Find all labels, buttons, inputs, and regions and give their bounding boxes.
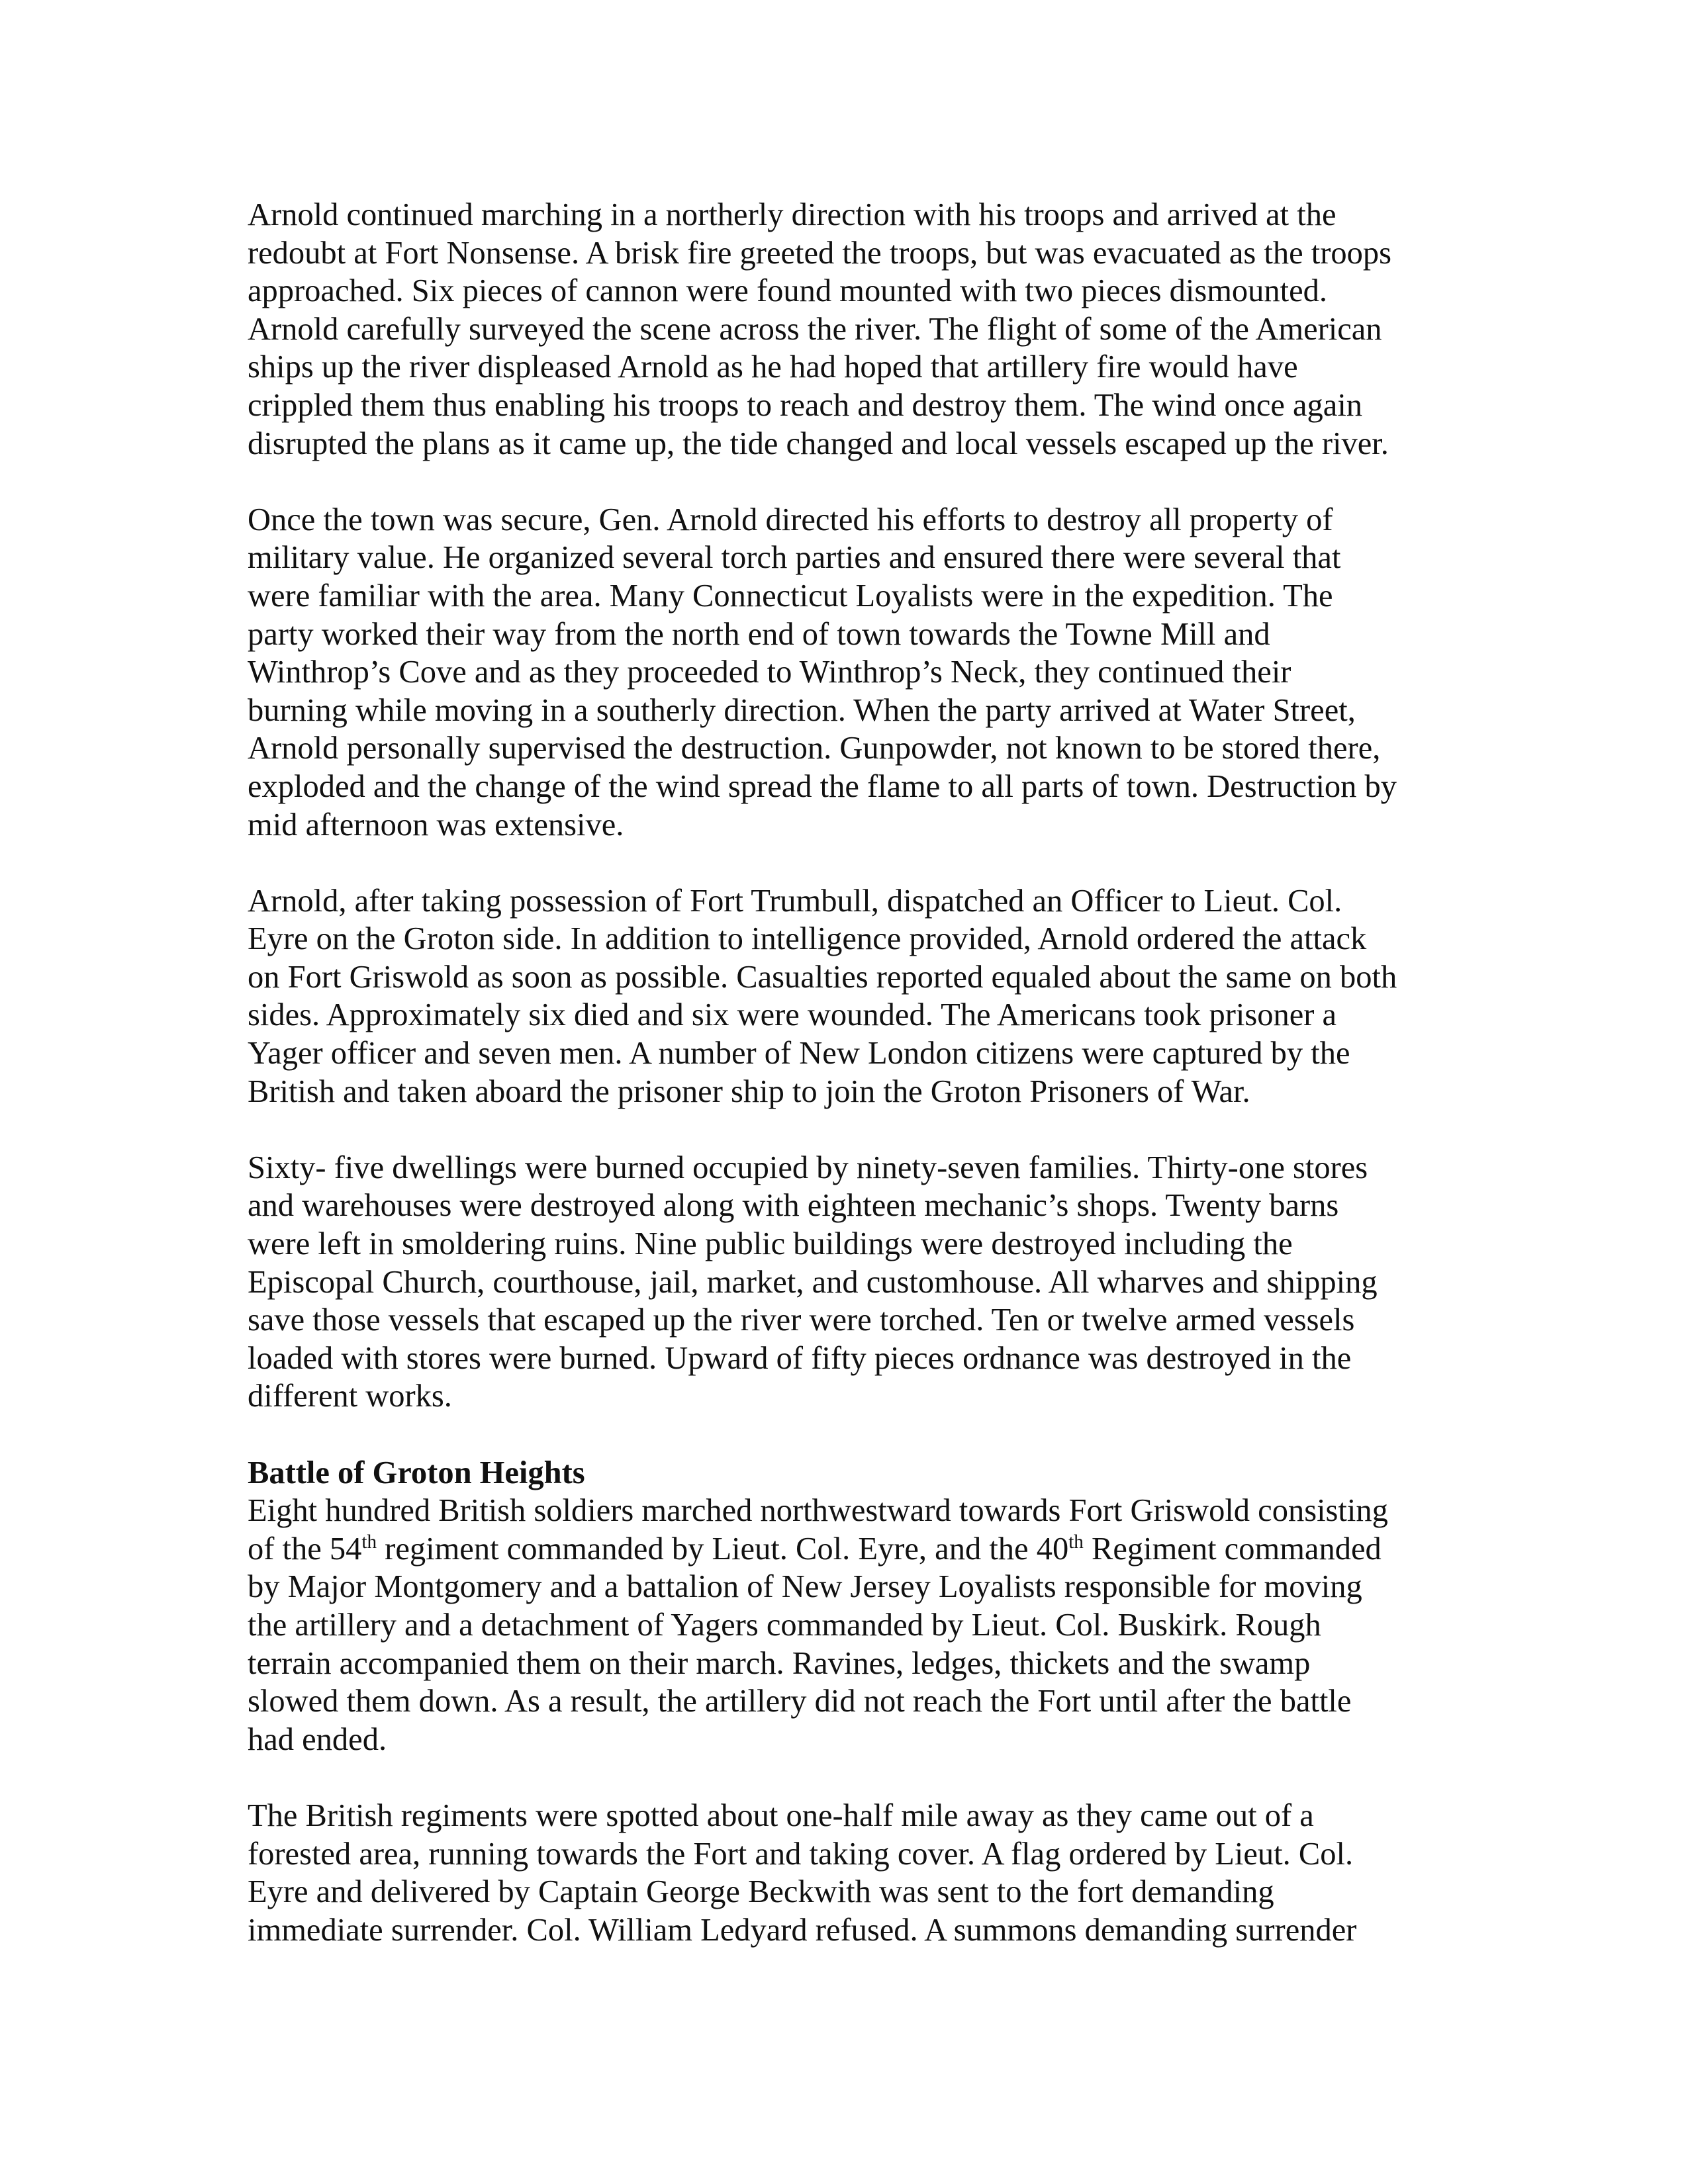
text-line-with-superscripts [248, 1530, 1446, 1569]
text-line: forested area, running towards the Fort and taking cover. A flag ordered by Lieut. Col. [248, 1836, 1354, 1872]
text-line: British and taken aboard the prisoner ship to join the Groton Prisoners of War. [248, 1073, 1250, 1109]
text-fragment: Regiment commanded [1083, 1531, 1382, 1567]
text-line: exploded and the change of the wind spread the flame to all parts of town. Destruction by [248, 768, 1397, 804]
text-line: The British regiments were spotted about one-half mile away as they came out of a [248, 1797, 1314, 1833]
paragraph-destruction-tally [248, 1149, 1446, 1416]
text-line: different works. [248, 1379, 452, 1414]
text-line: were left in smoldering ruins. Nine public buildings were destroyed including the [248, 1226, 1293, 1262]
text-line: Eyre on the Groton side. In addition to intelligence provided, Arnold ordered the attack [248, 921, 1367, 957]
text-line: Eyre and delivered by Captain George Beckwith was sent to the fort demanding [248, 1874, 1274, 1910]
text-line: were familiar with the area. Many Connecticut Loyalists were in the expedition. The [248, 578, 1333, 614]
text-line: by Major Montgomery and a battalion of New Jersey Loyalists responsible for moving [248, 1569, 1362, 1605]
ordinal-superscript: th [361, 1531, 377, 1553]
paragraph-fort-nonsense [248, 196, 1446, 463]
paragraph-town-burning [248, 501, 1446, 844]
text-line: ships up the river displeased Arnold as he had hoped that artillery fire would have [248, 349, 1298, 385]
section-heading: Battle of Groton Heights [248, 1455, 585, 1490]
text-line: Sixty- five dwellings were burned occupied by ninety-seven families. Thirty-one stores [248, 1150, 1368, 1185]
text-line: Arnold personally supervised the destruction. Gunpowder, not known to be stored there, [248, 731, 1381, 766]
text-line: disrupted the plans as it came up, the tide changed and local vessels escaped up the river. [248, 426, 1389, 461]
text-line: on Fort Griswold as soon as possible. Casualties reported equaled about the same on both [248, 959, 1397, 995]
section-battle-of-groton-heights [248, 1454, 1446, 1759]
text-fragment: regiment commanded by Lieut. Col. Eyre, and the 40 [377, 1531, 1069, 1567]
text-line: Eight hundred British soldiers marched northwestward towards Fort Griswold consisting [248, 1493, 1388, 1529]
text-line: terrain accompanied them on their march. Ravines, ledges, thickets and the swamp [248, 1645, 1311, 1681]
text-line: slowed them down. As a result, the artillery did not reach the Fort until after the battle [248, 1684, 1352, 1719]
text-line: Yager officer and seven men. A number of New London citizens were captured by the [248, 1036, 1350, 1071]
text-line: Arnold continued marching in a northerly direction with his troops and arrived at the [248, 197, 1336, 232]
text-line: Once the town was secure, Gen. Arnold directed his efforts to destroy all property of [248, 502, 1333, 537]
text-line: immediate surrender. Col. William Ledyard refused. A summons demanding surrender [248, 1912, 1357, 1948]
text-line: had ended. [248, 1721, 387, 1757]
text-fragment: of the 54 [248, 1531, 362, 1567]
text-line: crippled them thus enabling his troops to reach and destroy them. The wind once again [248, 387, 1363, 423]
text-line: mid afternoon was extensive. [248, 807, 624, 842]
text-line: Arnold carefully surveyed the scene across the river. The flight of some of the American [248, 311, 1382, 347]
text-line: loaded with stores were burned. Upward of fifty pieces ordnance was destroyed in the [248, 1340, 1352, 1376]
text-line: Winthrop’s Cove and as they proceeded to Winthrop’s Neck, they continued their [248, 655, 1291, 690]
text-line: approached. Six pieces of cannon were found mounted with two pieces dismounted. [248, 273, 1328, 309]
text-line: Episcopal Church, courthouse, jail, market, and customhouse. All wharves and shipping [248, 1264, 1378, 1300]
text-line: and warehouses were destroyed along with eighteen mechanic’s shops. Twenty barns [248, 1188, 1339, 1224]
paragraph-british-regiments-spotted [248, 1797, 1446, 1949]
document-page [248, 196, 1446, 1987]
text-line: party worked their way from the north end of town towards the Towne Mill and [248, 616, 1270, 652]
text-line: save those vessels that escaped up the river were torched. Ten or twelve armed vessels [248, 1302, 1355, 1338]
text-line: sides. Approximately six died and six were wounded. The Americans took prisoner a [248, 997, 1337, 1033]
text-line: burning while moving in a southerly direction. When the party arrived at Water Street, [248, 692, 1356, 728]
text-line: military value. He organized several torch parties and ensured there were several that [248, 540, 1341, 576]
text-line: redoubt at Fort Nonsense. A brisk fire greeted the troops, but was evacuated as the troops [248, 235, 1392, 271]
paragraph-fort-trumbull [248, 882, 1446, 1111]
ordinal-superscript: th [1068, 1531, 1084, 1553]
text-line: the artillery and a detachment of Yagers commanded by Lieut. Col. Buskirk. Rough [248, 1607, 1321, 1643]
text-line: Arnold, after taking possession of Fort Trumbull, dispatched an Officer to Lieut. Col. [248, 883, 1342, 919]
